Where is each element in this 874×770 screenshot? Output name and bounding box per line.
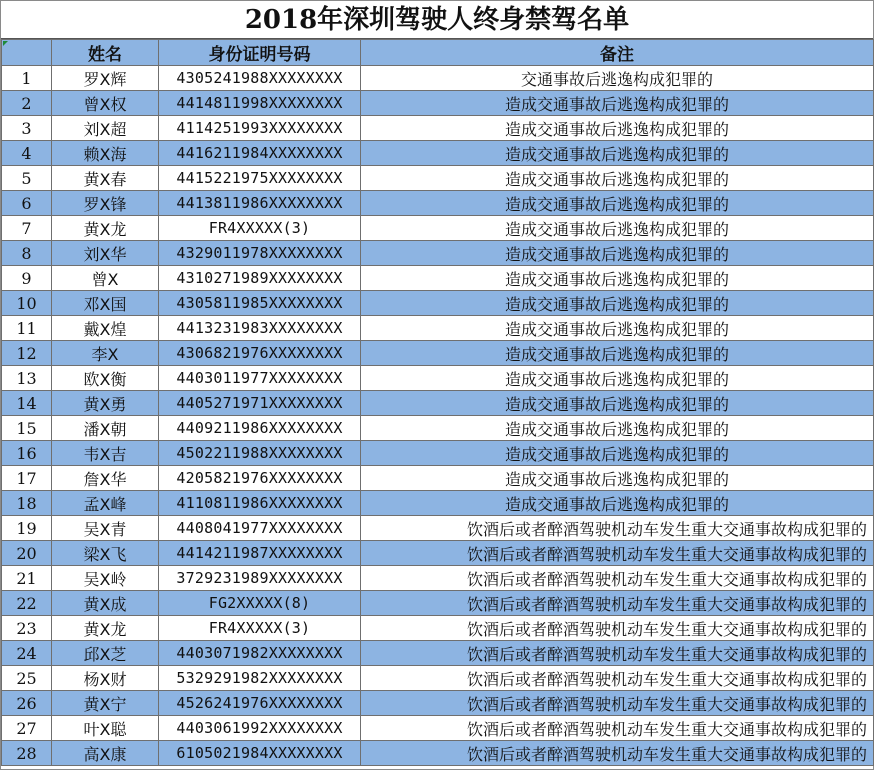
id-number-cell[interactable]: 4502211988XXXXXXXX	[159, 441, 361, 466]
name-cell[interactable]: 戴X煌	[52, 316, 159, 341]
remarks-cell[interactable]: 饮酒后或者醉酒驾驶机动车发生重大交通事故构成犯罪的	[361, 666, 874, 691]
id-number-cell[interactable]: 4526241976XXXXXXXX	[159, 691, 361, 716]
id-number-cell[interactable]: 4415221975XXXXXXXX	[159, 166, 361, 191]
table-row	[2, 91, 874, 116]
name-cell[interactable]: 邱X芝	[52, 641, 159, 666]
remarks-cell[interactable]: 造成交通事故后逃逸构成犯罪的	[361, 341, 874, 366]
name-cell[interactable]: 罗X锋	[52, 191, 159, 216]
table-row	[2, 116, 874, 141]
id-number-cell[interactable]: 4403071982XXXXXXXX	[159, 641, 361, 666]
remarks-cell[interactable]: 造成交通事故后逃逸构成犯罪的	[361, 241, 874, 266]
row-index-cell[interactable]: 2	[2, 91, 52, 116]
id-number-cell[interactable]: 4414811998XXXXXXXX	[159, 91, 361, 116]
remarks-cell[interactable]: 造成交通事故后逃逸构成犯罪的	[361, 216, 874, 241]
id-number-cell[interactable]: FG2XXXXX(8)	[159, 591, 361, 616]
table-row	[2, 691, 874, 716]
name-cell[interactable]: 韦X吉	[52, 441, 159, 466]
header-index[interactable]	[2, 40, 52, 66]
row-index-cell[interactable]: 15	[2, 416, 52, 441]
row-index-cell[interactable]: 4	[2, 141, 52, 166]
name-cell[interactable]: 曾X	[52, 266, 159, 291]
page-title: 2018年深圳驾驶人终身禁驾名单	[1, 1, 873, 39]
id-number-cell[interactable]: 3729231989XXXXXXXX	[159, 566, 361, 591]
table-row	[2, 516, 874, 541]
id-number-cell[interactable]: 4305811985XXXXXXXX	[159, 291, 361, 316]
table-row	[2, 591, 874, 616]
row-index-cell[interactable]: 3	[2, 116, 52, 141]
id-number-cell[interactable]: 4403061992XXXXXXXX	[159, 716, 361, 741]
id-number-cell[interactable]: 4408041977XXXXXXXX	[159, 516, 361, 541]
id-number-cell[interactable]: 4305241988XXXXXXXX	[159, 66, 361, 91]
table-row	[2, 641, 874, 666]
name-cell[interactable]: 黄X勇	[52, 391, 159, 416]
id-number-cell[interactable]: 4114251993XXXXXXXX	[159, 116, 361, 141]
name-cell[interactable]: 黄X龙	[52, 216, 159, 241]
row-index-cell[interactable]: 8	[2, 241, 52, 266]
name-cell[interactable]: 叶X聪	[52, 716, 159, 741]
row-index-cell[interactable]: 14	[2, 391, 52, 416]
remarks-cell[interactable]: 造成交通事故后逃逸构成犯罪的	[361, 141, 874, 166]
table-header-row	[2, 40, 874, 66]
row-index-cell[interactable]: 13	[2, 366, 52, 391]
id-number-cell[interactable]: 4306821976XXXXXXXX	[159, 341, 361, 366]
table-row	[2, 216, 874, 241]
id-number-cell[interactable]: 4413231983XXXXXXXX	[159, 316, 361, 341]
id-number-cell[interactable]: 4416211984XXXXXXXX	[159, 141, 361, 166]
name-cell[interactable]: 黄X成	[52, 591, 159, 616]
table-row	[2, 391, 874, 416]
table-row	[2, 141, 874, 166]
remarks-cell[interactable]: 造成交通事故后逃逸构成犯罪的	[361, 441, 874, 466]
cell-note-marker	[3, 41, 8, 46]
table-row	[2, 466, 874, 491]
remarks-cell[interactable]: 饮酒后或者醉酒驾驶机动车发生重大交通事故构成犯罪的	[361, 591, 874, 616]
header-remarks[interactable]: 备注	[361, 40, 874, 66]
id-number-cell[interactable]: 4205821976XXXXXXXX	[159, 466, 361, 491]
remarks-cell[interactable]: 饮酒后或者醉酒驾驶机动车发生重大交通事故构成犯罪的	[361, 516, 874, 541]
row-index-cell[interactable]: 17	[2, 466, 52, 491]
table-row	[2, 416, 874, 441]
name-cell[interactable]: 吴X青	[52, 516, 159, 541]
id-number-cell[interactable]: 4403011977XXXXXXXX	[159, 366, 361, 391]
id-number-cell[interactable]: 4414211987XXXXXXXX	[159, 541, 361, 566]
name-cell[interactable]: 罗X辉	[52, 66, 159, 91]
name-cell[interactable]: 高X康	[52, 741, 159, 766]
remarks-cell[interactable]: 饮酒后或者醉酒驾驶机动车发生重大交通事故构成犯罪的	[361, 566, 874, 591]
row-index-cell[interactable]: 26	[2, 691, 52, 716]
remarks-cell[interactable]: 饮酒后或者醉酒驾驶机动车发生重大交通事故构成犯罪的	[361, 541, 874, 566]
table-row	[2, 616, 874, 641]
remarks-cell[interactable]: 交通事故后逃逸构成犯罪的	[361, 66, 874, 91]
table-row	[2, 541, 874, 566]
row-index-cell[interactable]: 7	[2, 216, 52, 241]
id-number-cell[interactable]: 4329011978XXXXXXXX	[159, 241, 361, 266]
remarks-cell[interactable]: 造成交通事故后逃逸构成犯罪的	[361, 416, 874, 441]
name-cell[interactable]: 吴X岭	[52, 566, 159, 591]
name-cell[interactable]: 黄X春	[52, 166, 159, 191]
row-index-cell[interactable]: 27	[2, 716, 52, 741]
table-row	[2, 666, 874, 691]
id-number-cell[interactable]: FR4XXXXX(3)	[159, 616, 361, 641]
row-index-cell[interactable]: 1	[2, 66, 52, 91]
remarks-cell[interactable]: 造成交通事故后逃逸构成犯罪的	[361, 366, 874, 391]
table-row	[2, 366, 874, 391]
id-number-cell[interactable]: 6105021984XXXXXXXX	[159, 741, 361, 766]
row-index-cell[interactable]: 24	[2, 641, 52, 666]
name-cell[interactable]: 赖X海	[52, 141, 159, 166]
name-cell[interactable]: 梁X飞	[52, 541, 159, 566]
table-row	[2, 266, 874, 291]
remarks-cell[interactable]: 饮酒后或者醉酒驾驶机动车发生重大交通事故构成犯罪的	[361, 741, 874, 766]
header-id-number[interactable]: 身份证明号码	[159, 40, 361, 66]
row-index-cell[interactable]: 25	[2, 666, 52, 691]
row-index-cell[interactable]: 19	[2, 516, 52, 541]
row-index-cell[interactable]: 20	[2, 541, 52, 566]
id-number-cell[interactable]: 5329291982XXXXXXXX	[159, 666, 361, 691]
row-index-cell[interactable]: 18	[2, 491, 52, 516]
row-index-cell[interactable]: 11	[2, 316, 52, 341]
banned-drivers-table	[1, 39, 874, 766]
name-cell[interactable]: 潘X朝	[52, 416, 159, 441]
id-number-cell[interactable]: 4405271971XXXXXXXX	[159, 391, 361, 416]
remarks-cell[interactable]: 饮酒后或者醉酒驾驶机动车发生重大交通事故构成犯罪的	[361, 616, 874, 641]
row-index-cell[interactable]: 6	[2, 191, 52, 216]
table-row	[2, 441, 874, 466]
table-row	[2, 66, 874, 91]
remarks-cell[interactable]: 造成交通事故后逃逸构成犯罪的	[361, 391, 874, 416]
name-cell[interactable]: 李X	[52, 341, 159, 366]
table-row	[2, 316, 874, 341]
table-row	[2, 716, 874, 741]
remarks-cell[interactable]: 饮酒后或者醉酒驾驶机动车发生重大交通事故构成犯罪的	[361, 691, 874, 716]
name-cell[interactable]: 杨X财	[52, 666, 159, 691]
row-index-cell[interactable]: 9	[2, 266, 52, 291]
remarks-cell[interactable]: 造成交通事故后逃逸构成犯罪的	[361, 316, 874, 341]
remarks-cell[interactable]: 造成交通事故后逃逸构成犯罪的	[361, 116, 874, 141]
row-index-cell[interactable]: 22	[2, 591, 52, 616]
name-cell[interactable]: 詹X华	[52, 466, 159, 491]
remarks-cell[interactable]: 造成交通事故后逃逸构成犯罪的	[361, 266, 874, 291]
table-row	[2, 491, 874, 516]
name-cell[interactable]: 黄X宁	[52, 691, 159, 716]
row-index-cell[interactable]: 21	[2, 566, 52, 591]
header-name[interactable]: 姓名	[52, 40, 159, 66]
table-body	[2, 66, 874, 766]
table-row	[2, 741, 874, 766]
table-row	[2, 341, 874, 366]
remarks-cell[interactable]: 造成交通事故后逃逸构成犯罪的	[361, 166, 874, 191]
row-index-cell[interactable]: 12	[2, 341, 52, 366]
id-number-cell[interactable]: 4310271989XXXXXXXX	[159, 266, 361, 291]
id-number-cell[interactable]: FR4XXXXX(3)	[159, 216, 361, 241]
table-row	[2, 241, 874, 266]
table-row	[2, 291, 874, 316]
name-cell[interactable]: 孟X峰	[52, 491, 159, 516]
name-cell[interactable]: 曾X权	[52, 91, 159, 116]
row-index-cell[interactable]: 28	[2, 741, 52, 766]
remarks-cell[interactable]: 造成交通事故后逃逸构成犯罪的	[361, 191, 874, 216]
name-cell[interactable]: 欧X衡	[52, 366, 159, 391]
name-cell[interactable]: 刘X华	[52, 241, 159, 266]
name-cell[interactable]: 邓X国	[52, 291, 159, 316]
remarks-cell[interactable]: 饮酒后或者醉酒驾驶机动车发生重大交通事故构成犯罪的	[361, 641, 874, 666]
row-index-cell[interactable]: 23	[2, 616, 52, 641]
remarks-cell[interactable]: 造成交通事故后逃逸构成犯罪的	[361, 466, 874, 491]
id-number-cell[interactable]: 4409211986XXXXXXXX	[159, 416, 361, 441]
table-row	[2, 166, 874, 191]
row-index-cell[interactable]: 5	[2, 166, 52, 191]
name-cell[interactable]: 黄X龙	[52, 616, 159, 641]
row-index-cell[interactable]: 10	[2, 291, 52, 316]
row-index-cell[interactable]: 16	[2, 441, 52, 466]
id-number-cell[interactable]: 4110811986XXXXXXXX	[159, 491, 361, 516]
table-row	[2, 191, 874, 216]
table-row	[2, 566, 874, 591]
remarks-cell[interactable]: 造成交通事故后逃逸构成犯罪的	[361, 491, 874, 516]
remarks-cell[interactable]: 造成交通事故后逃逸构成犯罪的	[361, 291, 874, 316]
id-number-cell[interactable]: 4413811986XXXXXXXX	[159, 191, 361, 216]
remarks-cell[interactable]: 造成交通事故后逃逸构成犯罪的	[361, 91, 874, 116]
name-cell[interactable]: 刘X超	[52, 116, 159, 141]
remarks-cell[interactable]: 饮酒后或者醉酒驾驶机动车发生重大交通事故构成犯罪的	[361, 716, 874, 741]
